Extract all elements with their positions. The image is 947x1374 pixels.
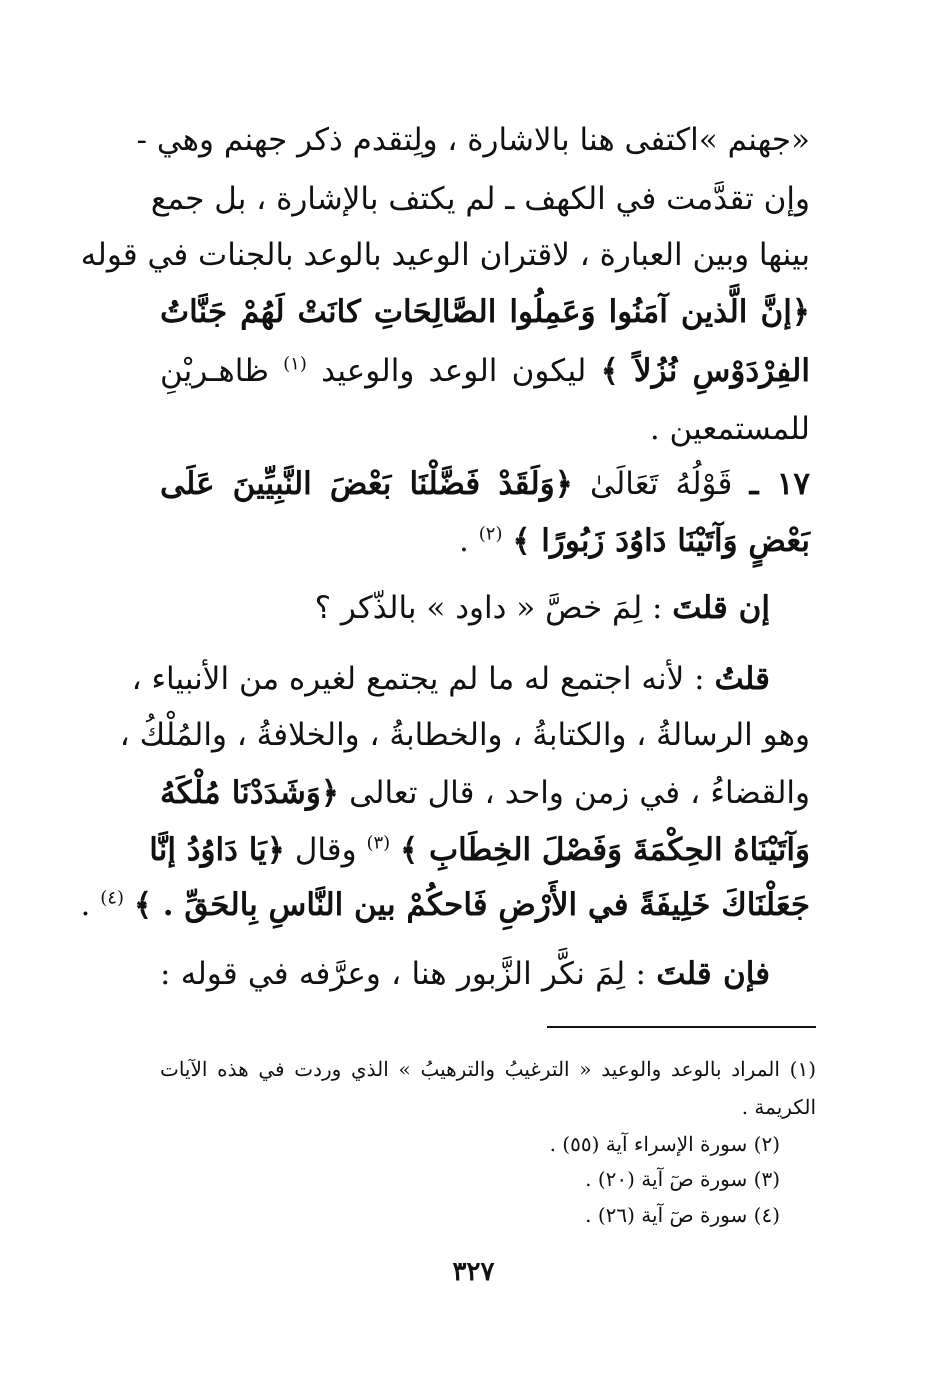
quran-verse-line (160, 455, 810, 513)
text-line (131, 650, 770, 708)
text-span: ظاهـريْنِ (160, 353, 269, 389)
quran-verse: الفِرْدَوْسِ نُزُلاً ﴾ (600, 353, 810, 389)
quran-verse-line (160, 512, 810, 570)
answer-lead: قلتُ (714, 661, 770, 697)
page-number: ٣٢٧ (452, 1257, 495, 1287)
footnote-text: الكريمة . (741, 1095, 816, 1119)
section-number: ١٧ ـ (749, 466, 811, 502)
footnote-divider (547, 1026, 816, 1028)
text-line (160, 764, 810, 822)
question-lead: إن قلتَ (672, 590, 770, 626)
text-span: : لأنه اجتمع له ما لم يجتمع لغيره من الأنبياء ، (131, 661, 705, 697)
text-line (160, 342, 810, 400)
text-line (160, 945, 770, 1003)
verse-intro: قَوْلُهُ تَعَالَىٰ (590, 466, 733, 502)
footnote-text: (٣) سورة صٓ آية (٢٠) . (585, 1167, 780, 1191)
text-span: : لِمَ خصَّ « داود » بالذّكر ؟ (314, 590, 663, 626)
footnote (160, 1052, 816, 1086)
text-span: وقال (294, 832, 357, 868)
text-span: وإن تقدَّمت في الكهف ـ لم يكتف بالإشارة ، بل جمع (150, 181, 810, 217)
footnote-text: (١) المراد بالوعد والوعيد « الترغيبُ والترهيبُ » الذي وردت في هذه الآيات (160, 1057, 816, 1081)
text-line (80, 226, 810, 284)
quran-verse: ﴿وَلَقَدْ فَضَّلْنَا بَعْضَ النَّبِيِّينَ عَلَى (160, 466, 573, 502)
quran-verse: بَعْضٍ وَآتَيْنَا دَاوُدَ زَبُورًا ﴾ (512, 523, 810, 559)
text-span: : لِمَ نكَّر الزَّبور هنا ، وعرَّفه في قوله : (160, 956, 646, 992)
text-line (160, 579, 770, 637)
text-span: ليكون الوعد والوعيد (321, 353, 587, 389)
quran-verse-line (80, 876, 810, 934)
quran-verse: جَعَلْنَاكَ خَلِيفَةً في الأَرْضِ فَاحكُمْ بين النَّاسِ بِالحَقِّ . ﴾ (133, 887, 810, 923)
quran-verse: ﴿إنَّ الَّذين آمَنُوا وَعَمِلُوا الصَّالِحَاتِ كانَتْ لَهُمْ جَنَّاتُ (160, 294, 810, 330)
text-span: . (459, 523, 469, 559)
quran-verse-line (160, 283, 810, 341)
footnote-text: (٢) سورة الإسراء آية (٥٥) . (549, 1132, 780, 1156)
footnote (160, 1198, 780, 1232)
text-span: والقضاءُ ، في زمن واحد ، قال تعالى (349, 775, 810, 811)
footnote-ref: (٣) (366, 832, 391, 854)
text-span: . (80, 887, 91, 923)
footnote (160, 1090, 816, 1124)
text-line (136, 111, 810, 169)
quran-verse: ﴿يَا دَاوُدُ إنَّا (149, 832, 285, 868)
text-span: بينها وبين العبارة ، لاقتران الوعيد بالوعد بالجنات في قوله (80, 237, 810, 273)
text-span: «جهنم »اكتفى هنا بالاشارة ، ولِتقدم ذكر جهنم وهي - (136, 122, 810, 158)
quran-verse: وَآتَيْنَاهُ الحِكْمَةَ وَفَصْلَ الخِطَابِ ﴾ (400, 832, 810, 868)
text-span: وهو الرسالةُ ، والكتابةُ ، والخطابةُ ، والخلافةُ ، والمُلْكُ ، (119, 717, 810, 753)
text-span: للمستمعين . (649, 411, 810, 447)
text-line (160, 400, 810, 458)
footnote-ref: (١) (283, 353, 307, 375)
quran-verse: ﴿وَشَدَدْنَا مُلْكَهُ (160, 775, 339, 811)
footnote (160, 1127, 780, 1161)
footnote (160, 1162, 780, 1196)
footnote-ref: (٢) (478, 523, 503, 545)
text-line (150, 170, 810, 228)
text-line (149, 821, 810, 879)
text-line (119, 706, 810, 764)
footnote-text: (٤) سورة صٓ آية (٢٦) . (585, 1203, 780, 1227)
footnote-ref: (٤) (100, 887, 124, 909)
question-lead: فإن قلتَ (656, 956, 771, 992)
